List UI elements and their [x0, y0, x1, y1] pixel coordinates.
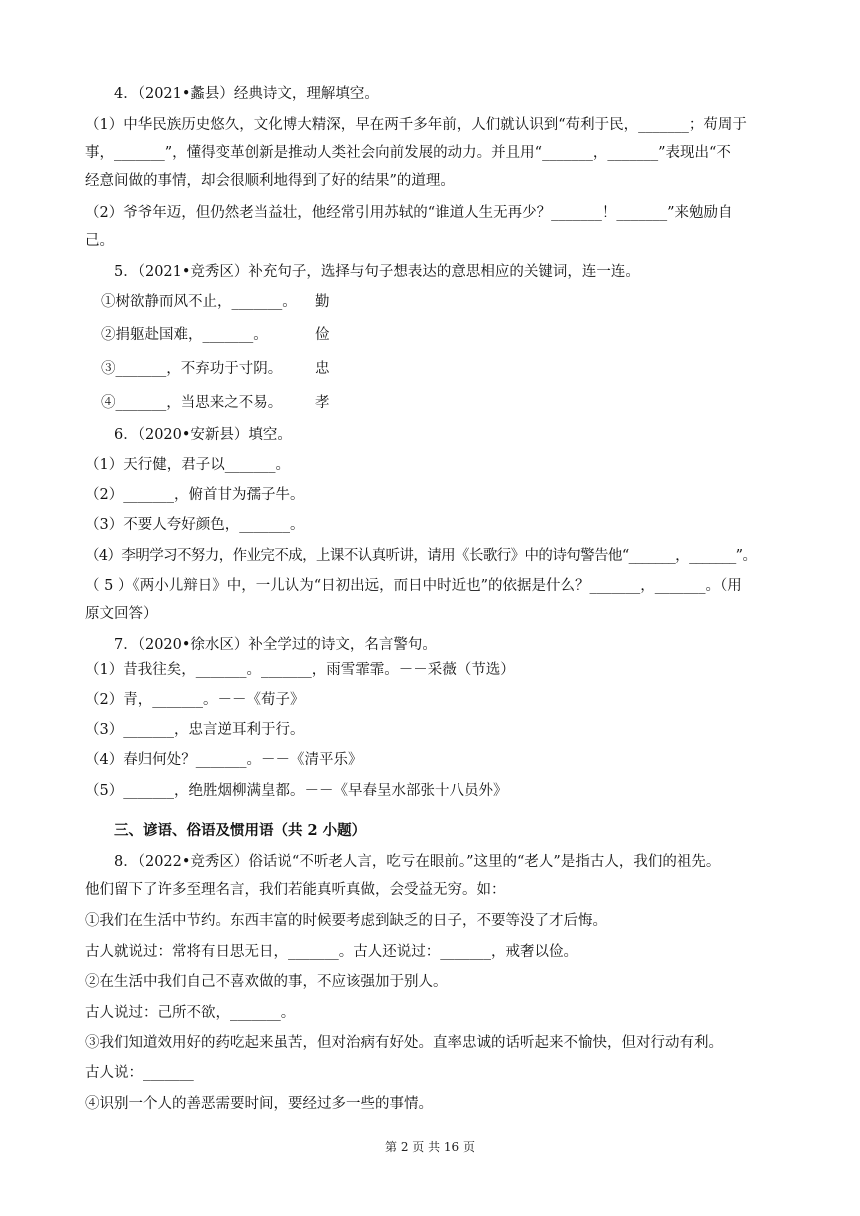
question-4-part1-line2: 事，_______”，懂得变革创新是推动人类社会向前发展的动力。并且用“_______，_______”表现出“不: [85, 145, 731, 161]
question-8-line1: 8．（2022•竞秀区）俗话说“不听老人言，吃亏在眼前。”这里的“老人”是指古人，我们的祖先。: [114, 854, 721, 870]
question-8-item3-answer: 古人说：_______: [85, 1065, 194, 1081]
keyword-4: 孝: [315, 395, 330, 411]
keyword-3: 忠: [315, 361, 330, 377]
question-5-item4: ④_______，当思来之不易。: [101, 395, 283, 411]
question-5-item1: ①树欲静而风不止，_______。: [101, 294, 297, 310]
question-5-item2: ②捐躯赴国难，_______。: [101, 327, 268, 343]
question-6-part1: （1）天行健，君子以_______。: [85, 457, 290, 473]
question-8-item2-answer: 古人说过：己所不欲，_______。: [85, 1005, 296, 1021]
question-6-part2: （2）_______，俯首甘为孺子牛。: [85, 487, 305, 503]
question-7-title: 7．（2020•徐水区）补全学过的诗文，名言警句。: [114, 637, 437, 653]
question-4-part2-line1: （2）爷爷年迈，但仍然老当益壮，他经常引用苏轼的“谁道人生无再少？_______！_______”来勉励自: [85, 205, 733, 221]
question-6-part4: （4）李明学习不努力，作业完不成，上课不认真听讲，请用《长歌行》中的诗句警告他“_______，_______”。: [85, 548, 757, 564]
question-7-part5: （5）_______，绝胜烟柳满皇都。－－《早春呈水部张十八员外》: [85, 783, 508, 799]
question-4-part1-line3: 经意间做的事情，却会很顺利地得到了好的结果”的道理。: [85, 173, 455, 189]
question-6-part3: （3）不要人夸好颜色，_______。: [85, 517, 305, 533]
question-7-part3: （3）_______，忠言逆耳利于行。: [85, 722, 305, 738]
keyword-1: 勤: [315, 294, 330, 310]
question-7-part4: （4）春归何处？_______。－－《清平乐》: [85, 752, 363, 768]
question-4-part2-line2: 己。: [85, 233, 114, 249]
question-5-item3: ③_______，不弃功于寸阴。: [101, 361, 283, 377]
question-4-part1-line1: （1）中华民族历史悠久，文化博大精深，早在两千多年前，人们就认识到“苟利于民，_______；苟周于: [85, 117, 747, 133]
keyword-2: 俭: [315, 327, 330, 343]
question-8-item2: ②在生活中我们自己不喜欢做的事，不应该强加于别人。: [85, 974, 448, 990]
page-footer: 第 2 页 共 16 页: [385, 1140, 475, 1154]
question-7-part1: （1）昔我往矣，_______。_______，雨雪霏霏。－－采薇（节选）: [85, 662, 515, 678]
question-5-title: 5．（2021•竞秀区）补充句子，选择与句子想表达的意思相应的关键词，连一连。: [114, 264, 640, 280]
question-8-item1: ①我们在生活中节约。东西丰富的时候要考虑到缺乏的日子，不要等没了才后悔。: [85, 913, 607, 929]
question-6-part5-line1: （ 5 ）《两小儿辩日》中，一儿认为“日初出远，而日中时近也”的依据是什么？_______，_______。（用: [85, 578, 742, 594]
question-8-item1-answer: 古人就说过：常将有日思无日，_______。古人还说过：_______，戒奢以俭。: [85, 944, 578, 960]
question-8-line2: 他们留下了许多至理名言，我们若能真听真做，会受益无穷。如：: [85, 882, 506, 898]
question-6-title: 6．（2020•安新县）填空。: [114, 427, 292, 443]
question-7-part2: （2）青，_______。－－《荀子》: [85, 692, 305, 708]
question-8-item4: ④识别一个人的善恶需要时间，要经过多一些的事情。: [85, 1096, 433, 1112]
question-4-title: 4．（2021•蠡县）经典诗文，理解填空。: [114, 86, 379, 102]
question-8-item3: ③我们知道效用好的药吃起来虽苦，但对治病有好处。直率忠诚的话听起来不愉快，但对行动有利。: [85, 1035, 723, 1051]
question-6-part5-line2: 原文回答）: [85, 606, 158, 622]
section-3-heading: 三、谚语、俗语及惯用语（共 2 小题）: [114, 822, 367, 839]
